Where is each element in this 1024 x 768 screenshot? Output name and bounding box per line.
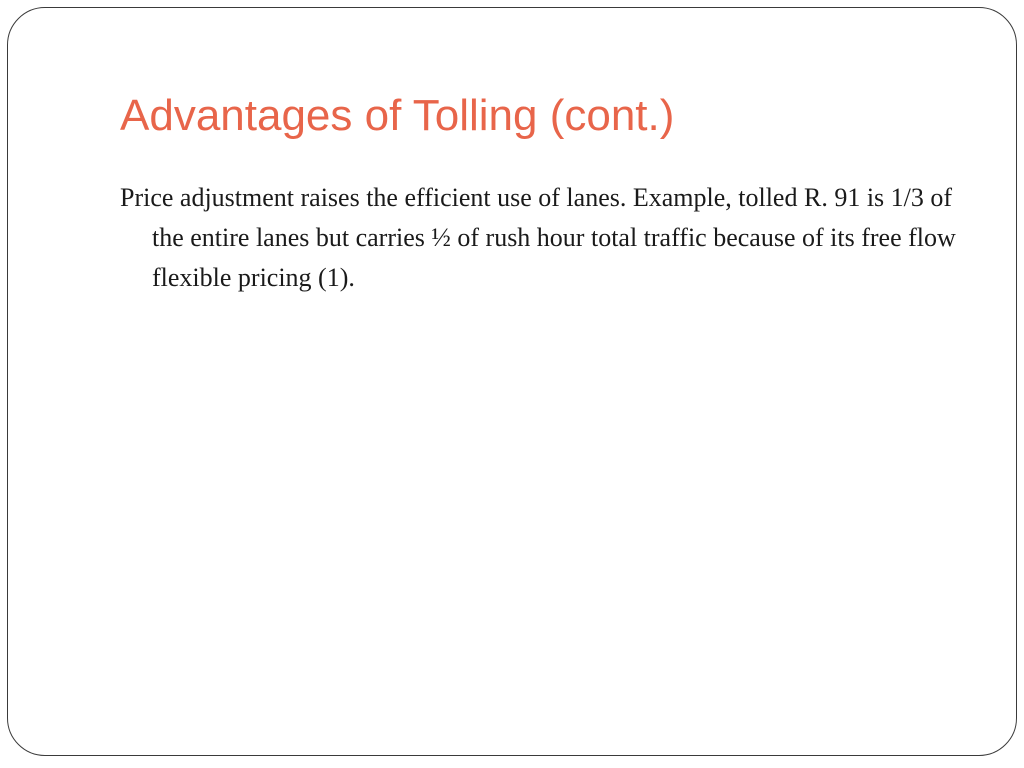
slide-title: Advantages of Tolling (cont.) — [120, 91, 675, 140]
slide-frame — [7, 7, 1017, 756]
slide-body — [120, 178, 980, 298]
bullet-item: Price adjustment raises the efficient use of lanes. Example, tolled R. 91 is 1/3 of the entire lanes but carries ½ of rush hour total traffic because of its free flow flexible pricing (1). — [120, 183, 956, 292]
